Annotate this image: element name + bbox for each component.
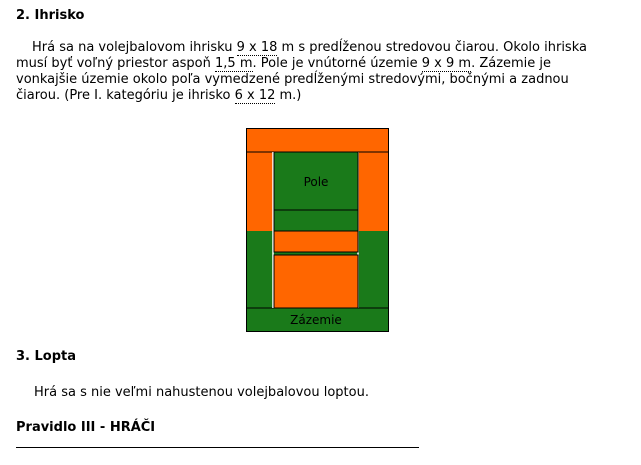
ihrisko-paragraph [16,40,620,104]
dimension-court: 9 x 18 [236,40,278,55]
pole-label: Pole [303,175,329,189]
court-svg [246,128,389,332]
ihrisko-line-4: čiarou. (Pre I. kategóriu je ihrisko 6 x 12 m.) [16,88,302,103]
divider-line [16,447,419,448]
section-heading-lopta: 3. Lopta [16,349,77,364]
lopta-text: Hrá sa s nie veľmi nahustenou volejbalovou loptou. [34,385,369,400]
dimension-free-space: 1,5 m [215,56,253,71]
ihrisko-line-3: vonkajšie územie okolo poľa vymedzené predĺženými stredovými, bočnými a zadnou [16,72,569,87]
ihrisko-line-2: musí byť voľný priestor aspoň 1,5 m. Pole je vnútorné územie 9 x 9 m. Zázemie je [16,56,552,71]
court-diagram [246,128,389,336]
dimension-category-i: 6 x 12 [234,88,276,103]
ihrisko-line-1: Hrá sa na volejbalovom ihrisku 9 x 18 m s predĺženou stredovou čiarou. Okolo ihriska [32,40,587,55]
rule-heading-hraci: Pravidlo III - HRÁČI [16,420,156,435]
orange-strip [274,231,358,252]
section-heading-ihrisko: 2. Ihrisko [16,8,85,23]
lower-orange-block [274,255,358,308]
dimension-pole: 9 x 9 m [421,56,472,71]
zazemie-label: Zázemie [290,313,342,327]
pole-strip [274,210,358,231]
